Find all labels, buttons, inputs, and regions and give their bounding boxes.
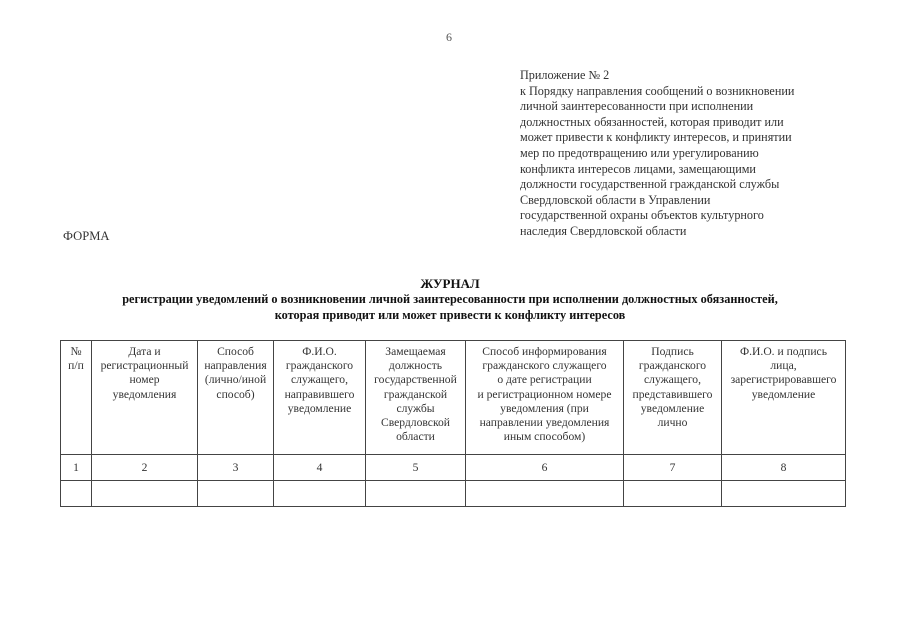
appendix-line: к Порядку направления сообщений о возникновении xyxy=(520,83,795,98)
appendix-line: Свердловской области в Управлении xyxy=(520,192,711,207)
journal-title: ЖУРНАЛ xyxy=(420,276,480,291)
appendix-line: должности государственной гражданской службы xyxy=(520,177,780,192)
header-cell-registrar: Ф.И.О. и подпись лица, зарегистрировавшего уведомление xyxy=(722,341,846,455)
form-label: ФОРМА xyxy=(63,229,110,243)
appendix-line: наследия Свердловской области xyxy=(520,223,687,238)
appendix-line: мер по предотвращению или урегулированию xyxy=(520,145,759,160)
register-table xyxy=(60,340,846,507)
page-number: 6 xyxy=(446,30,452,44)
empty-cell xyxy=(366,481,466,507)
header-cell-number: № п/п xyxy=(61,341,92,455)
appendix-line: личной заинтересованности при исполнении xyxy=(520,99,754,114)
header-cell-position: Замещаемая должность государственной гражданской службы Свердловской области xyxy=(366,341,466,455)
journal-subtitle xyxy=(0,292,900,323)
empty-cell xyxy=(92,481,198,507)
header-cell-date-reg-number: Дата и регистрационный номер уведомления xyxy=(92,341,198,455)
column-number-cell: 2 xyxy=(92,455,198,481)
table-header-row xyxy=(61,341,846,455)
appendix-line: должностных обязанностей, которая приводит или xyxy=(520,114,784,129)
column-number-cell: 7 xyxy=(624,455,722,481)
column-number-cell: 1 xyxy=(61,455,92,481)
column-number-cell: 3 xyxy=(198,455,274,481)
empty-cell xyxy=(198,481,274,507)
column-number-cell: 4 xyxy=(274,455,366,481)
column-number-cell: 5 xyxy=(366,455,466,481)
appendix-line: Приложение № 2 xyxy=(520,68,610,82)
column-number-row xyxy=(61,455,846,481)
header-cell-sender-signature: Подпись гражданского служащего, представившего уведомление лично xyxy=(624,341,722,455)
table-row xyxy=(61,481,846,507)
appendix-line: конфликта интересов лицами, замещающими xyxy=(520,161,756,176)
appendix-line: может привести к конфликту интересов, и принятии xyxy=(520,130,792,145)
column-number-cell: 6 xyxy=(466,455,624,481)
journal-subtitle-line: которая приводит или может привести к конфликту интересов xyxy=(274,307,626,322)
empty-cell xyxy=(61,481,92,507)
appendix-line: государственной охраны объектов культурного xyxy=(520,208,764,223)
header-cell-informing-method: Способ информирования гражданского служащего о дате регистрации и регистрационном номере уведомления (при направлении уведомления иным способом) xyxy=(466,341,624,455)
empty-cell xyxy=(722,481,846,507)
appendix-note xyxy=(520,68,850,240)
header-cell-sender-name: Ф.И.О. гражданского служащего, направившего уведомление xyxy=(274,341,366,455)
empty-cell xyxy=(466,481,624,507)
header-cell-sending-method: Способ направления (лично/иной способ) xyxy=(198,341,274,455)
empty-cell xyxy=(274,481,366,507)
empty-cell xyxy=(624,481,722,507)
journal-subtitle-line: регистрации уведомлений о возникновении личной заинтересованности при исполнении должностных обязанностей, xyxy=(122,292,778,306)
column-number-cell: 8 xyxy=(722,455,846,481)
